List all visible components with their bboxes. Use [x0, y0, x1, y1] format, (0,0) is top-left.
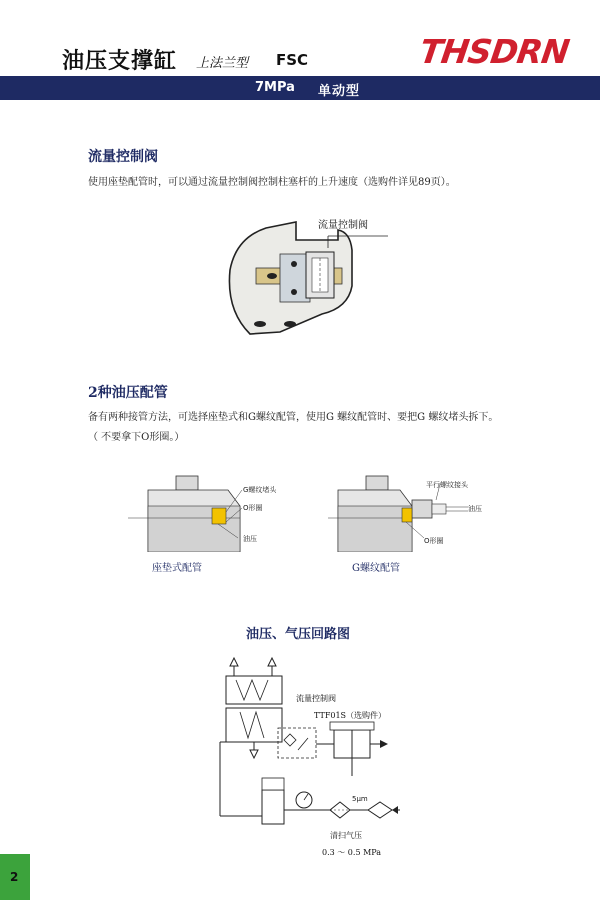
flow-valve-label: 流量控制阀	[318, 220, 368, 231]
page-number: 2	[10, 870, 19, 884]
flow-valve-diagram	[220, 210, 400, 340]
brand-logo: THSDRN	[417, 32, 572, 71]
circuit-purge-label: 清扫气压	[330, 831, 362, 840]
circuit-section-heading: 油压、气压回路图	[246, 627, 351, 642]
circuit-filter-label: 5μm	[352, 795, 368, 803]
model-code: FSC	[276, 51, 309, 69]
piping-text-line2: （ 不要拿下O形圈。）	[88, 432, 185, 443]
action-type: 单动型	[318, 84, 361, 99]
page-title: 油压支撑缸	[62, 49, 178, 74]
g-label-fitting: 平行螺纹接头	[426, 481, 468, 489]
pad-label-plug: G螺纹堵头	[243, 486, 277, 494]
flow-section-heading: 流量控制阀	[88, 149, 158, 165]
pad-piping-caption: 座垫式配管	[152, 563, 202, 574]
g-piping-caption: G螺纹配管	[352, 563, 400, 574]
pad-label-oil: 油压	[243, 535, 257, 543]
g-label-oil: 油压	[468, 505, 482, 513]
piping-section-heading: 2种油压配管	[88, 385, 168, 401]
circuit-diagram	[200, 650, 410, 850]
circuit-valve-model: TTF01S（选购件）	[314, 711, 387, 720]
pad-label-oring: O形圈	[243, 504, 263, 512]
header-band	[0, 76, 600, 100]
circuit-valve-label: 流量控制阀	[296, 694, 336, 703]
page-number-tab	[0, 854, 30, 900]
page-subtitle: 上法兰型	[196, 56, 249, 71]
flow-section-text: 使用座垫配管时，可以通过流量控制阀控制柱塞杆的上升速度（选购件详见89页）。	[88, 177, 456, 188]
pressure-rating: 7MPa	[255, 80, 295, 95]
circuit-purge-range: 0.3 ～ 0.5 MPa	[322, 848, 382, 857]
g-label-oring: O形圈	[424, 537, 444, 545]
piping-text-line1: 备有两种接管方法，可选择座垫式和G螺纹配管，使用G 螺纹配管时、要把G 螺纹堵头拆下。	[88, 412, 499, 423]
